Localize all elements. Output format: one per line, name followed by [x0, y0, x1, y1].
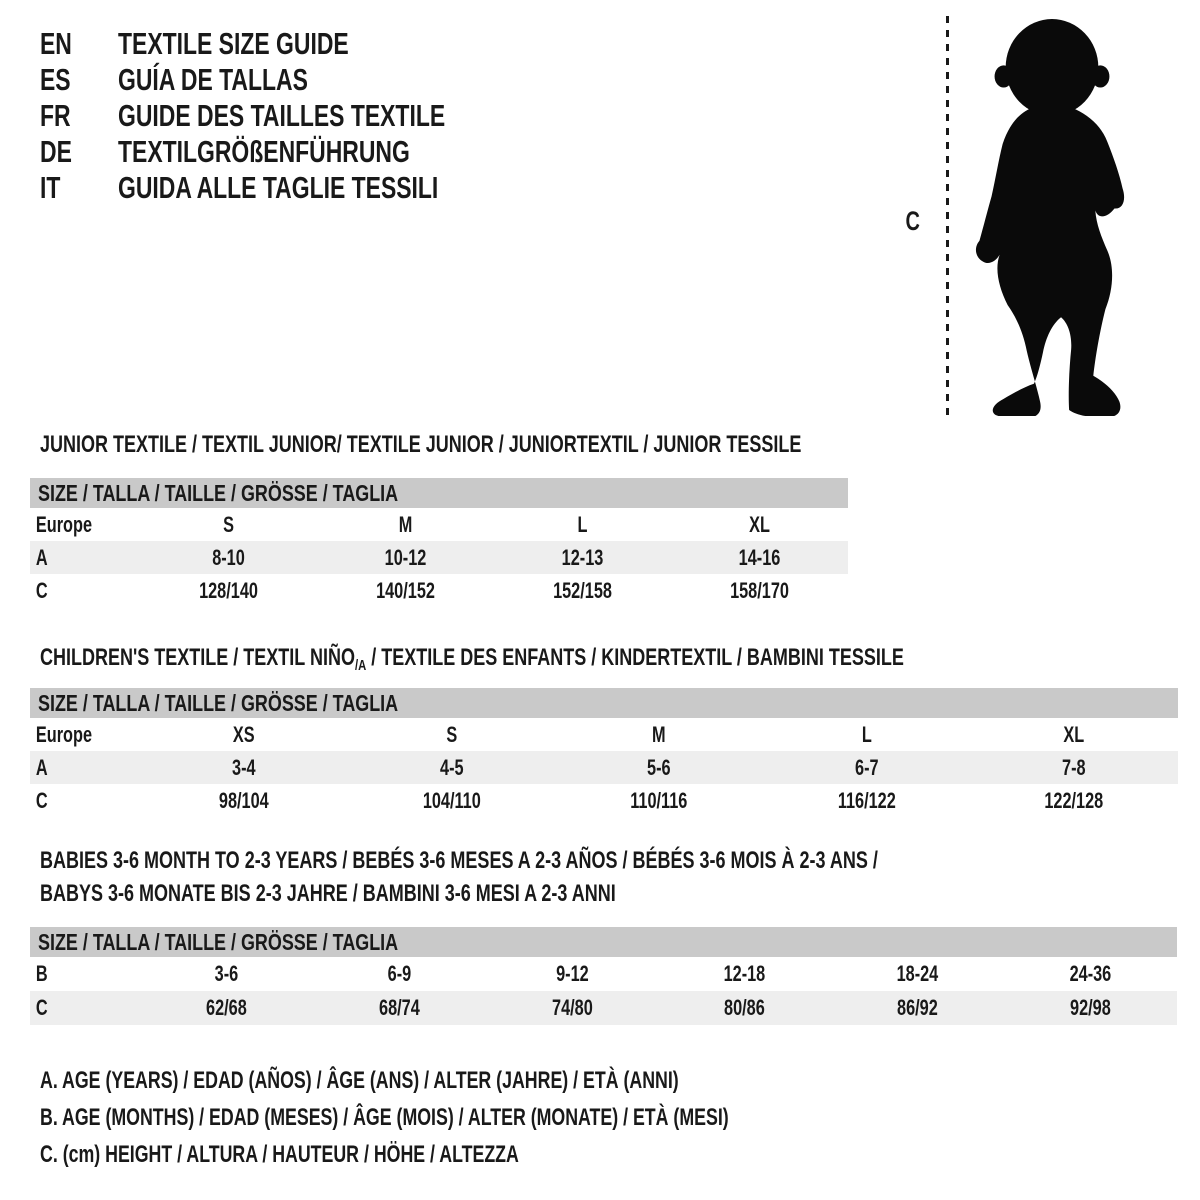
row-label: C [35, 788, 48, 813]
language-code-text: DE [40, 134, 72, 169]
table-cell: 122/128 [1044, 788, 1104, 813]
junior-size-table [30, 478, 848, 607]
table-cell: 116/122 [837, 788, 896, 813]
table-cell: 10-12 [384, 545, 427, 570]
language-code-text: ES [40, 62, 71, 97]
table-cell: 74/80 [551, 995, 593, 1020]
table-row-months [30, 957, 1177, 991]
table-cell: M [652, 722, 666, 747]
guide-title-text: TEXTILE SIZE GUIDE [118, 26, 349, 61]
table-cell: S [223, 512, 234, 537]
table-cell: 14-16 [738, 545, 781, 570]
table-cell: 92/98 [1070, 995, 1111, 1020]
table-cell: 18-24 [896, 961, 939, 986]
size-header-label: SIZE / TALLA / TAILLE / GRÖSSE / TAGLIA [38, 929, 399, 955]
table-cell: S [445, 722, 457, 747]
table-cell: XL [749, 512, 770, 537]
table-cell: M [398, 512, 413, 537]
babies-size-table [30, 927, 1177, 1025]
size-header-bar [30, 478, 848, 508]
header-row-es [40, 62, 560, 98]
guide-title [118, 134, 560, 170]
table-cell: L [577, 512, 588, 537]
table-cell: 128/140 [199, 578, 258, 603]
legend-line-c: C. (cm) HEIGHT / ALTURA / HAUTEUR / HÖHE / ALTEZZA [40, 1141, 519, 1168]
table-cell: 6-9 [387, 961, 412, 986]
language-code [40, 170, 118, 206]
row-label: C [35, 578, 48, 603]
row-label: Europe [35, 512, 93, 537]
header-row-en [40, 26, 560, 62]
junior-section-heading: JUNIOR TEXTILE / TEXTIL JUNIOR/ TEXTILE JUNIOR / JUNIORTEXTIL / JUNIOR TESSILE [40, 431, 802, 458]
size-header-label: SIZE / TALLA / TAILLE / GRÖSSE / TAGLIA [38, 690, 399, 716]
guide-title [118, 26, 560, 62]
table-cell: 6-7 [854, 755, 879, 780]
toddler-silhouette-icon [968, 13, 1136, 416]
table-cell: 3-4 [232, 755, 256, 780]
table-cell: 9-12 [555, 961, 589, 986]
language-code [40, 62, 118, 98]
guide-title-text: GUÍA DE TALLAS [118, 62, 308, 97]
header-row-fr [40, 98, 560, 134]
table-cell: 24-36 [1069, 961, 1112, 986]
children-section-heading [40, 641, 904, 682]
table-cell: XL [1063, 722, 1085, 747]
legend-block [40, 1062, 971, 1173]
table-cell: 110/116 [630, 788, 688, 813]
legend-line-a: A. AGE (YEARS) / EDAD (AÑOS) / ÂGE (ANS) / ALTER (JAHRE) / ETÀ (ANNI) [40, 1067, 679, 1094]
size-header-bar [30, 927, 1177, 957]
language-title-block [40, 26, 560, 206]
language-code [40, 134, 118, 170]
table-row-age [30, 751, 1178, 784]
guide-title [118, 62, 560, 98]
row-label: A [35, 545, 48, 570]
table-cell: 12-13 [561, 545, 604, 570]
table-cell: 104/110 [422, 788, 481, 813]
table-cell: 158/170 [730, 578, 789, 603]
guide-title-text: GUIDA ALLE TAGLIE TESSILI [118, 170, 439, 205]
table-cell: 12-18 [724, 961, 766, 986]
language-code [40, 98, 118, 134]
guide-title [118, 98, 560, 134]
table-row-age [30, 541, 848, 574]
table-cell: 8-10 [212, 545, 245, 570]
table-cell: 140/152 [376, 578, 435, 603]
table-cell: L [861, 722, 872, 747]
table-row-europe [30, 508, 848, 541]
babies-heading-line2: BABYS 3-6 MONATE BIS 2-3 JAHRE / BAMBINI 3-6 MESI A 2-3 ANNI [40, 880, 616, 907]
size-header-bar [30, 688, 1178, 718]
language-code [40, 26, 118, 62]
height-measure-label: C [905, 206, 920, 236]
table-cell: 80/86 [724, 995, 766, 1020]
header-row-de [40, 134, 560, 170]
table-cell: 62/68 [206, 995, 247, 1020]
guide-title-text: TEXTILGRÖßENFÜHRUNG [118, 134, 410, 169]
header-row-it [40, 170, 560, 206]
table-cell: 98/104 [218, 788, 269, 813]
table-cell: XS [232, 722, 255, 747]
legend-line-b: B. AGE (MONTHS) / EDAD (MESES) / ÂGE (MOIS) / ALTER (MONATE) / ETÀ (MESI) [40, 1104, 729, 1131]
row-label: B [35, 961, 48, 986]
guide-title [118, 170, 560, 206]
row-label: C [35, 995, 48, 1020]
table-row-height [30, 574, 848, 607]
table-row-height [30, 784, 1178, 817]
table-cell: 3-6 [214, 961, 239, 986]
row-label: Europe [35, 722, 93, 747]
size-header-label: SIZE / TALLA / TAILLE / GRÖSSE / TAGLIA [38, 480, 399, 506]
children-heading-subscript: /A [354, 657, 367, 674]
children-heading-post: / TEXTILE DES ENFANTS / KINDERTEXTIL / BAMBINI TESSILE [366, 644, 904, 671]
language-code-text: IT [40, 170, 61, 205]
language-code-text: EN [40, 26, 72, 61]
babies-section-heading [40, 844, 878, 910]
height-measure-dashed-line [946, 16, 949, 416]
table-cell: 68/74 [378, 995, 420, 1020]
children-heading-pre: CHILDREN'S TEXTILE / TEXTIL NIÑO [40, 644, 355, 671]
babies-heading-line1: BABIES 3-6 MONTH TO 2-3 YEARS / BEBÉS 3-6 MESES A 2-3 AÑOS / BÉBÉS 3-6 MOIS À 2-3 ANS / [40, 847, 878, 874]
children-size-table [30, 688, 1178, 817]
guide-title-text: GUIDE DES TAILLES TEXTILE [118, 98, 446, 133]
language-code-text: FR [40, 98, 71, 133]
table-cell: 5-6 [647, 755, 671, 780]
row-label: A [35, 755, 48, 780]
table-cell: 4-5 [439, 755, 464, 780]
table-cell: 152/158 [553, 578, 612, 603]
table-cell: 86/92 [897, 995, 939, 1020]
table-row-europe [30, 718, 1178, 751]
table-cell: 7-8 [1062, 755, 1086, 780]
table-row-height [30, 991, 1177, 1025]
